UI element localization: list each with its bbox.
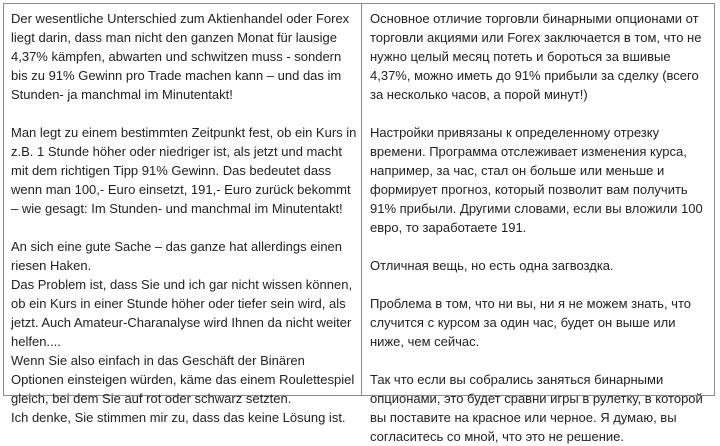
russian-column [362, 4, 714, 444]
german-column [4, 4, 361, 425]
german-paragraph-4: Das Problem ist, dass Sie und ich gar nicht wissen können, ob ein Kurs in einer Stunde höher oder tiefer sein wird, als jetzt. Auch Amateur-Charanalyse wird Ihnen da nicht weiter helfen.... [11, 277, 353, 349]
translation-table [3, 3, 715, 444]
russian-paragraph-3: Отличная вещь, но есть одна загвоздка. [370, 258, 614, 273]
german-paragraph-2: Man legt zu einem bestimmten Zeitpunkt fest, ob ein Kurs in z.B. 1 Stunde höher oder niedriger ist, als jetzt und macht mit dem richtigen Tipp 91% Gewinn. Das bedeutet dass wenn man 100,- Euro einsetzt, 191,- Euro zurück bekommt – wie gesagt: Im Stunden- und manchmal im Minutentakt! [11, 125, 357, 216]
german-paragraph-6: Ich denke, Sie stimmen mir zu, dass das keine Lösung ist. [11, 410, 346, 425]
russian-paragraph-2: Настройки привязаны к определенному отрезку времени. Программа отслеживает изменения курса, например, за час, стал он больше или меньше и формирует прогноз, который позволит вам получить 91% прибыли. Другими словами, если вы вложили 100 евро, то заработаете 191. [370, 125, 703, 235]
german-paragraph-3: An sich eine gute Sache – das ganze hat allerdings einen riesen Haken. [11, 239, 343, 273]
russian-paragraph-4: Проблема в том, что ни вы, ни я не можем знать, что случится с курсом за один час, будет он выше или ниже, чем сейчас. [370, 296, 691, 349]
german-paragraph-1: Der wesentliche Unterschied zum Aktienhandel oder Forex liegt darin, dass man nicht den ganzen Monat für lausige 4,37% kämpfen, abwarten und schwitzen muss - sondern bis zu 91% Gewinn pro Trade machen kann – und das im Stunden- ja manchmal im Minutentakt! [11, 11, 350, 102]
russian-paragraph-5: Так что если вы собрались заняться бинарными опционами, это будет сравни игры в рулетку, в которой вы поставите на красное или черное. Я думаю, вы согласитесь со мной, что это не решение. [370, 372, 703, 444]
german-paragraph-5: Wenn Sie also einfach in das Geschäft der Binären Optionen einsteigen würden, käme das einem Roulettespiel gleich, bei dem Sie auf rot oder schwarz setzten. [11, 353, 355, 406]
russian-paragraph-1: Основное отличие торговли бинарными опционами от торговли акциями или Forex заключается в том, что не нужно целый месяц потеть и бороться за вшивые 4,37%, можно иметь до 91% прибыли за сделку (всего за несколько часов, а порой минут!) [370, 11, 702, 102]
